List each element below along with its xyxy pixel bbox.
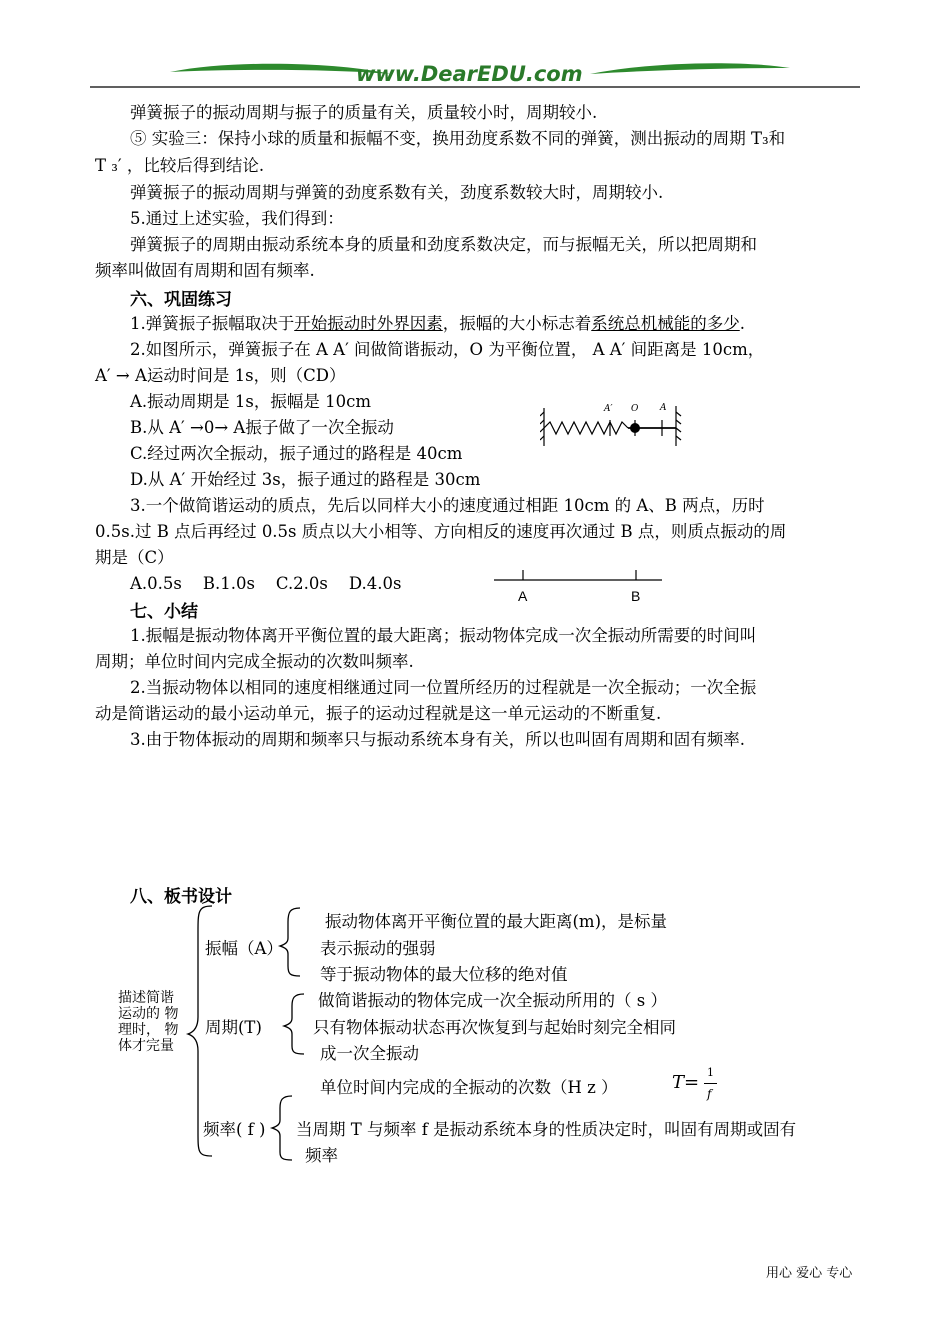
board-period-item: 做简谐振动的物体完成一次全振动所用的（ s ） bbox=[318, 991, 667, 1010]
ab-line-figure bbox=[490, 565, 670, 610]
footer-slogan: 用心 爱心 专心 bbox=[766, 1266, 853, 1281]
body-line: 5.通过上述实验，我们得到： bbox=[130, 209, 344, 228]
question-2-line: A′ → A运动时间是 1s，则（CD） bbox=[95, 366, 346, 385]
option-a: A.振动周期是 1s，振幅是 10cm bbox=[130, 392, 371, 411]
board-amplitude-item: 等于振动物体的最大位移的绝对值 bbox=[320, 965, 568, 984]
question-3-line: 期是（C） bbox=[95, 548, 174, 567]
summary-line: 动是简谐运动的最小运动单元，振子的运动过程就是这一单元运动的不断重复. bbox=[95, 704, 662, 723]
fig-label-a: A bbox=[660, 403, 667, 413]
fig-label-o: O bbox=[631, 404, 639, 414]
fig-label-a-prime: A′ bbox=[604, 404, 613, 414]
board-frequency-item: 当周期 T 与频率 f 是振动系统本身的性质决定时，叫固有周期或固有 bbox=[296, 1120, 797, 1139]
summary-line: 3.由于物体振动的周期和频率只与振动系统本身有关，所以也叫固有周期和固有频率. bbox=[130, 730, 745, 749]
summary-line: 1.振幅是振动物体离开平衡位置的最大距离；振动物体完成一次全振动所需要的时间叫 bbox=[130, 626, 757, 645]
option-d: D.从 A′ 开始经过 3s，振子通过的路程是 30cm bbox=[130, 470, 481, 489]
summary-line: 2.当振动物体以相同的速度相继通过同一位置所经历的过程就是一次全振动；一次全振 bbox=[130, 678, 757, 697]
oscillator-ball bbox=[630, 423, 640, 433]
board-left-note: 描述简谐运动的 物 理时， 物体才完量 bbox=[118, 990, 179, 1054]
body-line: 弹簧振子的振动周期与振子的质量有关，质量较小时，周期较小. bbox=[130, 103, 598, 122]
option-b: B.从 A′ →0→ A振子做了一次全振动 bbox=[130, 418, 394, 437]
formula-denominator: f bbox=[707, 1087, 712, 1101]
question-2-line: 2.如图所示，弹簧振子在 A A′ 间做简谐振动，O 为平衡位置， A A′ 间距离是 10cm， bbox=[130, 340, 765, 359]
board-period-label: 周期(T) bbox=[205, 1018, 262, 1037]
question-1: 1.弹簧振子振幅取决于开始振动时外界因素，振幅的大小标志着系统总机械能的多少. bbox=[130, 314, 745, 333]
board-unit-line: 单位时间内完成的全振动的次数（H z ） bbox=[320, 1078, 618, 1097]
line-label-b: B bbox=[631, 588, 641, 604]
board-amplitude-label: 振幅（A） bbox=[205, 939, 283, 958]
board-amplitude-item: 振动物体离开平衡位置的最大距离(m)，是标量 bbox=[325, 912, 668, 931]
spring-oscillator-figure bbox=[540, 398, 685, 448]
formula-lhs: T= bbox=[672, 1072, 700, 1093]
body-line: 频率叫做固有周期和固有频率. bbox=[95, 261, 315, 280]
option-c: C.经过两次全振动，振子通过的路程是 40cm bbox=[130, 444, 463, 463]
board-frequency-label: 频率( f ) bbox=[203, 1120, 266, 1139]
question-3-line: 3.一个做简谐运动的质点，先后以同样大小的速度通过相距 10cm 的 A、B 两点，历时 bbox=[130, 496, 765, 515]
board-period-item: 只有物体振动状态再次恢复到与起始时刻完全相同 bbox=[313, 1018, 676, 1037]
body-line: 弹簧振子的振动周期与弹簧的劲度系数有关，劲度系数较大时，周期较小. bbox=[130, 183, 664, 202]
board-amplitude-item: 表示振动的强弱 bbox=[320, 939, 436, 958]
site-logo-text: www.DearEDU.com bbox=[356, 62, 583, 86]
board-period-item: 成一次全振动 bbox=[320, 1044, 419, 1063]
body-line: T ₃′ ，比较后得到结论. bbox=[95, 156, 265, 175]
formula-numerator: 1 bbox=[707, 1066, 714, 1079]
formula-fraction-bar bbox=[704, 1083, 717, 1084]
board-frequency-item: 频率 bbox=[305, 1146, 338, 1165]
line-label-a: A bbox=[518, 588, 528, 604]
body-line: ⑤ 实验三：保持小球的质量和振幅不变，换用劲度系数不同的弹簧，测出振动的周期 T₃和 bbox=[130, 129, 786, 148]
section-title-6: 六、巩固练习 bbox=[130, 290, 232, 310]
section-title-8: 八、板书设计 bbox=[130, 887, 232, 907]
question-3-options: A.0.5s B.1.0s C.2.0s D.4.0s bbox=[130, 574, 402, 593]
question-3-line: 0.5s.过 B 点后再经过 0.5s 质点以大小相等、方向相反的速度再次通过 B 点，则质点振动的周 bbox=[95, 522, 787, 541]
body-line: 弹簧振子的周期由振动系统本身的质量和劲度系数决定，而与振幅无关，所以把周期和 bbox=[130, 235, 757, 254]
summary-line: 周期；单位时间内完成全振动的次数叫频率. bbox=[95, 652, 414, 671]
section-title-7: 七、小结 bbox=[130, 602, 198, 622]
